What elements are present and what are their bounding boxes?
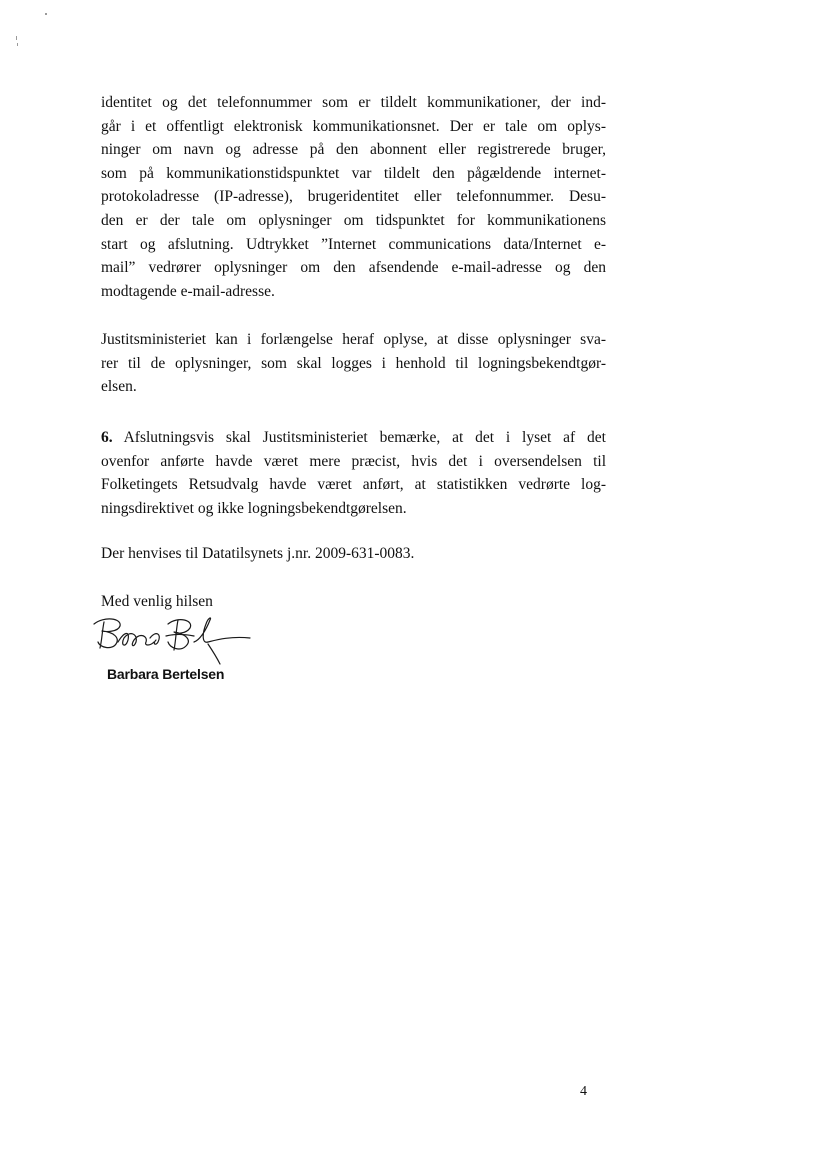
signer-name: Barbara Bertelsen (107, 666, 225, 682)
reference-line: Der henvises til Datatilsynets j.nr. 2009-631-0083. (101, 545, 415, 562)
paragraph-internet-data (101, 91, 606, 303)
page-number: 4 (580, 1084, 587, 1099)
text-line: ovenfor anførte havde været mere præcist, hvis det i oversendelsen til (101, 452, 606, 470)
handwritten-signature (90, 612, 260, 670)
paragraph-reference (101, 542, 606, 566)
closing-block (101, 590, 606, 614)
scan-speck (45, 13, 47, 15)
scan-speck (17, 43, 18, 46)
text-line: identitet og det telefonnummer som er tildelt kommunikationer, der ind- (101, 94, 606, 111)
closing-greeting: Med venlig hilsen (101, 593, 213, 610)
text-line: start og afslutning. Udtrykket ”Internet communications data/Internet e- (101, 235, 606, 253)
text-line: Folketingets Retsudvalg havde været anført, at statistikken vedrørte log- (101, 476, 606, 494)
paragraph-ministry-statement (101, 328, 606, 399)
text-line: går i et offentligt elektronisk kommunikationsnet. Der er tale om oplys- (101, 117, 606, 135)
section-number: 6. (101, 429, 113, 446)
text-line: elsen. (101, 378, 137, 396)
text-line: som på kommunikationstidspunktet var tildelt den pågældende internet- (101, 164, 606, 182)
text-line: ningsdirektivet og ikke logningsbekendtgørelsen. (101, 499, 407, 517)
text-line: protokoladresse (IP-adresse), brugeridentitet eller telefonnummer. Desu- (101, 188, 606, 206)
text-line (101, 426, 606, 450)
scan-speck (16, 36, 17, 40)
section-first-line: Afslutningsvis skal Justitsministeriet bemærke, at det i lyset af det (123, 429, 606, 446)
text-line: rer til de oplysninger, som skal logges i henhold til logningsbekendtgør- (101, 354, 606, 372)
text-line: mail” vedrører oplysninger om den afsendende e-mail-adresse og den (101, 259, 606, 277)
paragraph-section-6 (101, 426, 606, 520)
text-line: modtagende e-mail-adresse. (101, 282, 275, 300)
text-line: den er der tale om oplysninger om tidspunktet for kommunikationens (101, 211, 606, 229)
text-line: Justitsministeriet kan i forlængelse heraf oplyse, at disse oplysninger sva- (101, 331, 606, 348)
text-line: ninger om navn og adresse på den abonnent eller registrerede bruger, (101, 141, 606, 159)
